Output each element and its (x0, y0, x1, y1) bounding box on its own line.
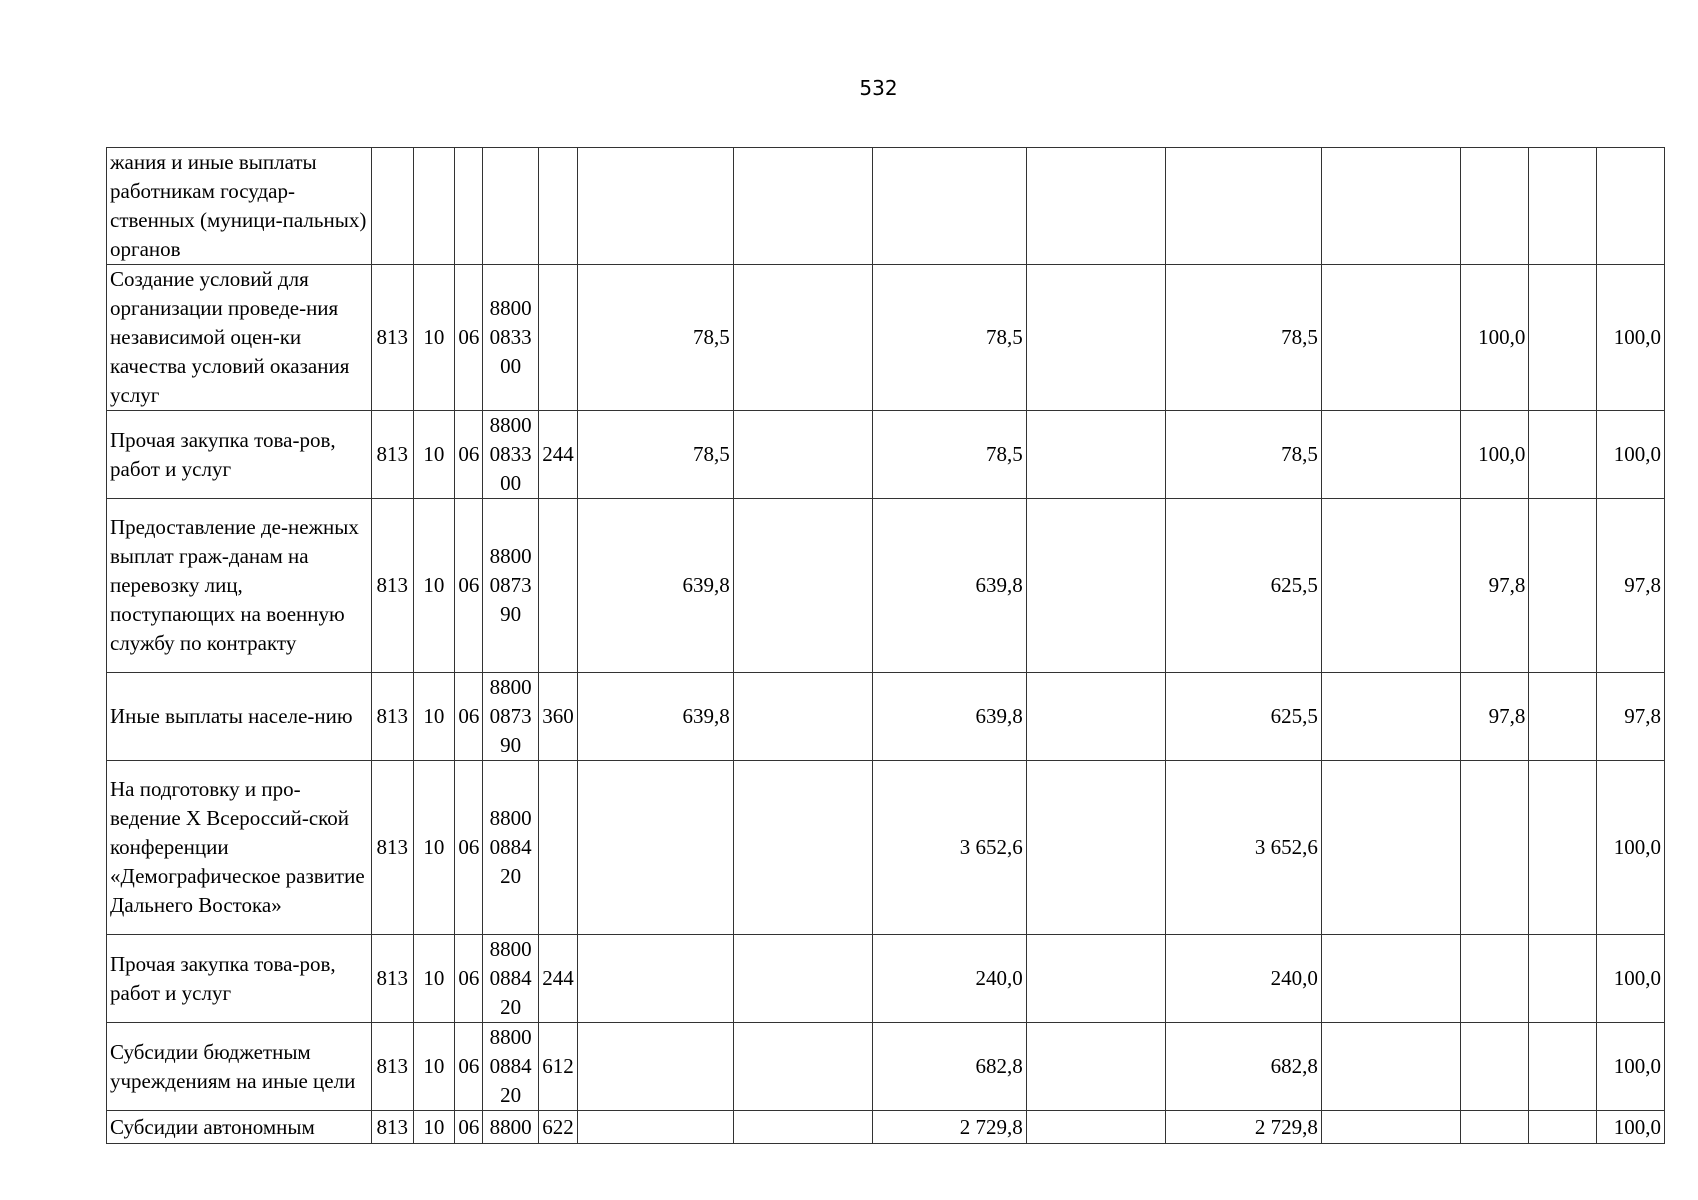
empty-cell (733, 1111, 873, 1144)
empty-cell (1529, 935, 1597, 1023)
executed (1166, 148, 1321, 265)
executed: 240,0 (1166, 935, 1321, 1023)
budget-table (106, 147, 1665, 1144)
empty-cell (1026, 1111, 1166, 1144)
subsection-code: 06 (455, 265, 483, 411)
table-row (107, 148, 1665, 265)
expense-type-code: 622 (538, 1111, 578, 1144)
percent-initial (1460, 935, 1529, 1023)
ministry-code: 813 (371, 499, 413, 673)
executed: 2 729,8 (1166, 1111, 1321, 1144)
table-row (107, 411, 1665, 499)
table-row (107, 761, 1665, 935)
expense-type-code: 612 (538, 1023, 578, 1111)
plan-initial (578, 1023, 733, 1111)
percent-revised (1597, 148, 1665, 265)
empty-cell (1321, 761, 1460, 935)
percent-initial (1460, 761, 1529, 935)
percent-revised: 100,0 (1597, 1023, 1665, 1111)
plan-initial (578, 148, 733, 265)
executed: 3 652,6 (1166, 761, 1321, 935)
empty-cell (1529, 1023, 1597, 1111)
target-code: 8800 0873 90 (483, 673, 538, 761)
empty-cell (1529, 265, 1597, 411)
empty-cell (733, 1023, 873, 1111)
ministry-code: 813 (371, 673, 413, 761)
plan-initial: 639,8 (578, 673, 733, 761)
percent-initial: 100,0 (1460, 411, 1529, 499)
subsection-code (455, 148, 483, 265)
row-name: Прочая закупка това-ров, работ и услуг (107, 935, 372, 1023)
percent-revised: 97,8 (1597, 499, 1665, 673)
row-name: жания и иные выплаты работникам государ-ственных (муници-пальных) органов (107, 148, 372, 265)
target-code: 8800 0833 00 (483, 265, 538, 411)
ministry-code: 813 (371, 1111, 413, 1144)
row-name: На подготовку и про-ведение X Всероссий-ской конференции «Демографическое развитие Дальнего Востока» (107, 761, 372, 935)
section-code: 10 (413, 935, 455, 1023)
executed: 78,5 (1166, 265, 1321, 411)
expense-type-code (538, 148, 578, 265)
plan-revised: 2 729,8 (873, 1111, 1026, 1144)
empty-cell (1321, 1023, 1460, 1111)
section-code: 10 (413, 499, 455, 673)
empty-cell (1321, 499, 1460, 673)
table-row (107, 1111, 1665, 1144)
section-code: 10 (413, 761, 455, 935)
plan-revised: 240,0 (873, 935, 1026, 1023)
target-code: 8800 0873 90 (483, 499, 538, 673)
empty-cell (1321, 411, 1460, 499)
empty-cell (1026, 499, 1166, 673)
plan-revised: 639,8 (873, 499, 1026, 673)
subsection-code: 06 (455, 411, 483, 499)
table-row (107, 673, 1665, 761)
empty-cell (1529, 1111, 1597, 1144)
subsection-code: 06 (455, 1111, 483, 1144)
ministry-code: 813 (371, 761, 413, 935)
subsection-code: 06 (455, 935, 483, 1023)
percent-revised: 100,0 (1597, 411, 1665, 499)
empty-cell (1026, 411, 1166, 499)
section-code: 10 (413, 1023, 455, 1111)
row-name: Прочая закупка това-ров, работ и услуг (107, 411, 372, 499)
expense-type-code: 244 (538, 935, 578, 1023)
subsection-code: 06 (455, 761, 483, 935)
section-code: 10 (413, 1111, 455, 1144)
empty-cell (1026, 148, 1166, 265)
empty-cell (1321, 148, 1460, 265)
plan-initial: 78,5 (578, 265, 733, 411)
target-code: 8800 0884 20 (483, 935, 538, 1023)
percent-initial: 97,8 (1460, 673, 1529, 761)
row-name: Создание условий для организации проведе-ния независимой оцен-ки качества условий оказания услуг (107, 265, 372, 411)
plan-revised: 682,8 (873, 1023, 1026, 1111)
percent-revised: 97,8 (1597, 673, 1665, 761)
plan-revised (873, 148, 1026, 265)
percent-initial (1460, 1111, 1529, 1144)
empty-cell (1529, 499, 1597, 673)
empty-cell (1026, 673, 1166, 761)
table-body (107, 148, 1665, 1144)
plan-revised: 78,5 (873, 265, 1026, 411)
target-code: 8800 0833 00 (483, 411, 538, 499)
ministry-code: 813 (371, 411, 413, 499)
empty-cell (1026, 761, 1166, 935)
plan-initial (578, 761, 733, 935)
table-row (107, 1023, 1665, 1111)
target-code: 8800 0884 20 (483, 761, 538, 935)
empty-cell (1026, 1023, 1166, 1111)
empty-cell (733, 761, 873, 935)
percent-initial: 97,8 (1460, 499, 1529, 673)
section-code: 10 (413, 411, 455, 499)
empty-cell (1529, 411, 1597, 499)
executed: 78,5 (1166, 411, 1321, 499)
row-name: Субсидии бюджетным учреждениям на иные цели (107, 1023, 372, 1111)
plan-initial: 639,8 (578, 499, 733, 673)
percent-revised: 100,0 (1597, 761, 1665, 935)
plan-initial (578, 1111, 733, 1144)
empty-cell (733, 148, 873, 265)
empty-cell (1026, 935, 1166, 1023)
plan-initial: 78,5 (578, 411, 733, 499)
table-row (107, 265, 1665, 411)
ministry-code: 813 (371, 265, 413, 411)
plan-initial (578, 935, 733, 1023)
ministry-code: 813 (371, 935, 413, 1023)
executed: 625,5 (1166, 673, 1321, 761)
section-code: 10 (413, 673, 455, 761)
plan-revised: 639,8 (873, 673, 1026, 761)
empty-cell (1321, 1111, 1460, 1144)
row-name: Субсидии автономным (107, 1111, 372, 1144)
section-code (413, 148, 455, 265)
table-row (107, 935, 1665, 1023)
expense-type-code (538, 761, 578, 935)
subsection-code: 06 (455, 1023, 483, 1111)
subsection-code: 06 (455, 499, 483, 673)
empty-cell (1529, 673, 1597, 761)
expense-type-code: 360 (538, 673, 578, 761)
subsection-code: 06 (455, 673, 483, 761)
section-code: 10 (413, 265, 455, 411)
executed: 682,8 (1166, 1023, 1321, 1111)
percent-revised: 100,0 (1597, 1111, 1665, 1144)
empty-cell (733, 935, 873, 1023)
row-name: Иные выплаты населе-нию (107, 673, 372, 761)
ministry-code: 813 (371, 1023, 413, 1111)
executed: 625,5 (1166, 499, 1321, 673)
empty-cell (733, 673, 873, 761)
percent-initial: 100,0 (1460, 265, 1529, 411)
page-number: 532 (859, 76, 898, 100)
plan-revised: 78,5 (873, 411, 1026, 499)
empty-cell (1321, 673, 1460, 761)
empty-cell (733, 411, 873, 499)
row-name: Предоставление де-нежных выплат граж-данам на перевозку лиц, поступающих на военную службу по контракту (107, 499, 372, 673)
expense-type-code (538, 265, 578, 411)
empty-cell (1321, 265, 1460, 411)
target-code: 8800 0884 20 (483, 1023, 538, 1111)
percent-revised: 100,0 (1597, 935, 1665, 1023)
expense-type-code: 244 (538, 411, 578, 499)
empty-cell (1321, 935, 1460, 1023)
percent-initial (1460, 148, 1529, 265)
target-code: 8800 (483, 1111, 538, 1144)
percent-revised: 100,0 (1597, 265, 1665, 411)
target-code (483, 148, 538, 265)
empty-cell (1026, 265, 1166, 411)
empty-cell (1529, 761, 1597, 935)
plan-revised: 3 652,6 (873, 761, 1026, 935)
expense-type-code (538, 499, 578, 673)
empty-cell (1529, 148, 1597, 265)
ministry-code (371, 148, 413, 265)
table-row (107, 499, 1665, 673)
empty-cell (733, 265, 873, 411)
percent-initial (1460, 1023, 1529, 1111)
empty-cell (733, 499, 873, 673)
